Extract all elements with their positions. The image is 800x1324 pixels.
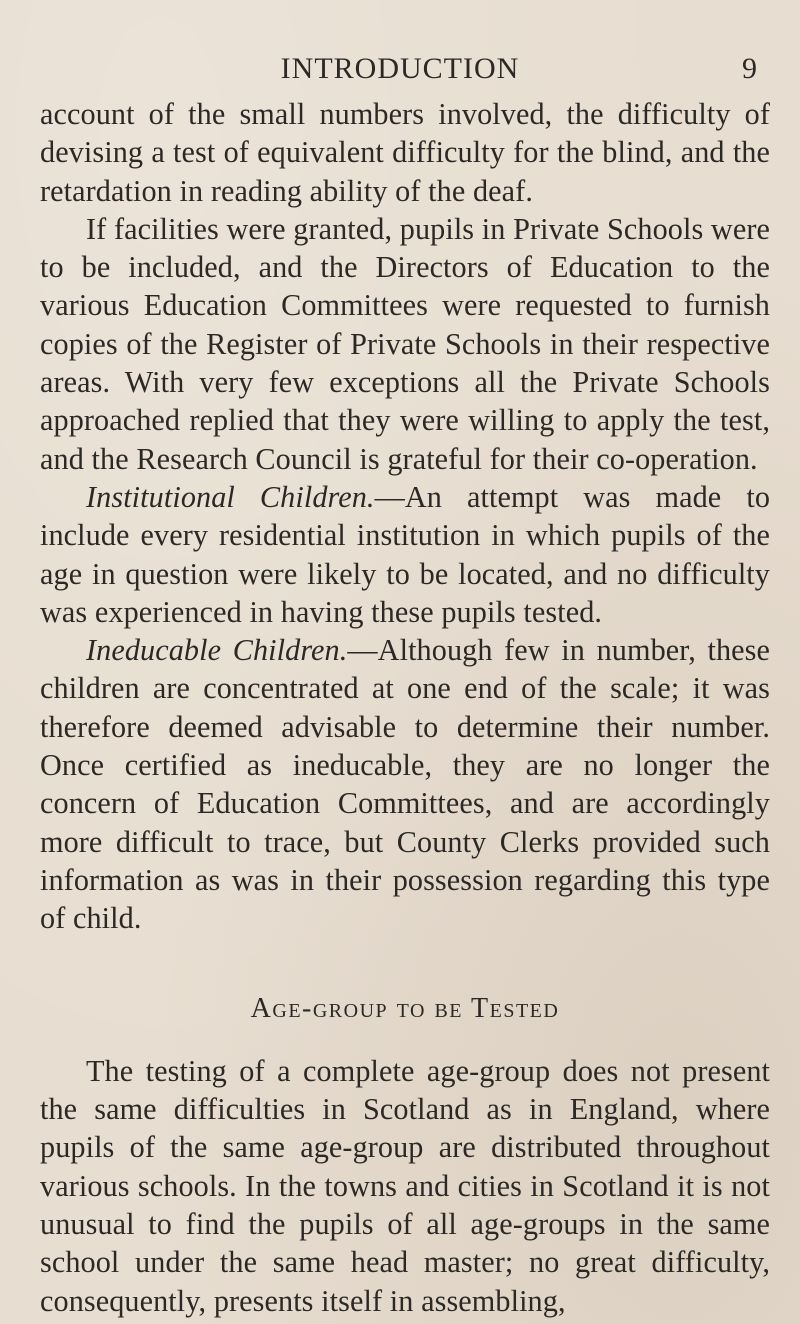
paragraph-age-group: The testing of a complete age-group does not present the same difficulties in Scotland as in England, where pupils of the same age-group are distributed throughout various schools. In the towns and cities in Scotland it is not unusual to find the pupils of all age-groups in the same school under the same head master; no great difficulty, consequently, presents itself in assembling,	[40, 1053, 770, 1318]
paragraph-ineducable-text: —Although few in number, these children are concentrated at one end of the scale; it was therefore deemed advisable to determine their number. Once certified as ineducable, they are no longer the concern of Education Committees, and are accordingly more difficult to trace, but County Clerks provided such information as was in their possession regarding this type of child.	[40, 633, 770, 936]
paragraph-continued: account of the small numbers involved, the difficulty of devising a test of equivalent difficulty for the blind, and the retardation in reading ability of the deaf.	[40, 97, 770, 208]
paragraph-institutional-text: —An attempt was made to include every residential institution in which pupils of the age in question were likely to be located, and no difficulty was experienced in having these pupils tested.	[40, 479, 771, 629]
paragraph-institutional-children	[40, 478, 770, 631]
body-text	[40, 95, 770, 1320]
page-number: 9	[742, 52, 757, 85]
paragraph-private-schools: If facilities were granted, pupils in Private Schools were to be included, and the Directors of Education to the various Education Committees were requested to furnish copies of the Register of Private Schools in their respective areas. With very few exceptions all the Private Schools approached replied that they were willing to apply the test, and the Research Council is grateful for their co-operation.	[40, 211, 770, 476]
paragraph-ineducable-children	[40, 631, 770, 937]
section-heading: Age-group to be Tested	[250, 992, 560, 1024]
run-in-heading-institutional: Institutional Children.	[86, 479, 375, 514]
running-title: INTRODUCTION	[280, 52, 520, 85]
run-in-heading-ineducable: Ineducable Children.	[86, 633, 348, 668]
running-head	[0, 48, 800, 88]
